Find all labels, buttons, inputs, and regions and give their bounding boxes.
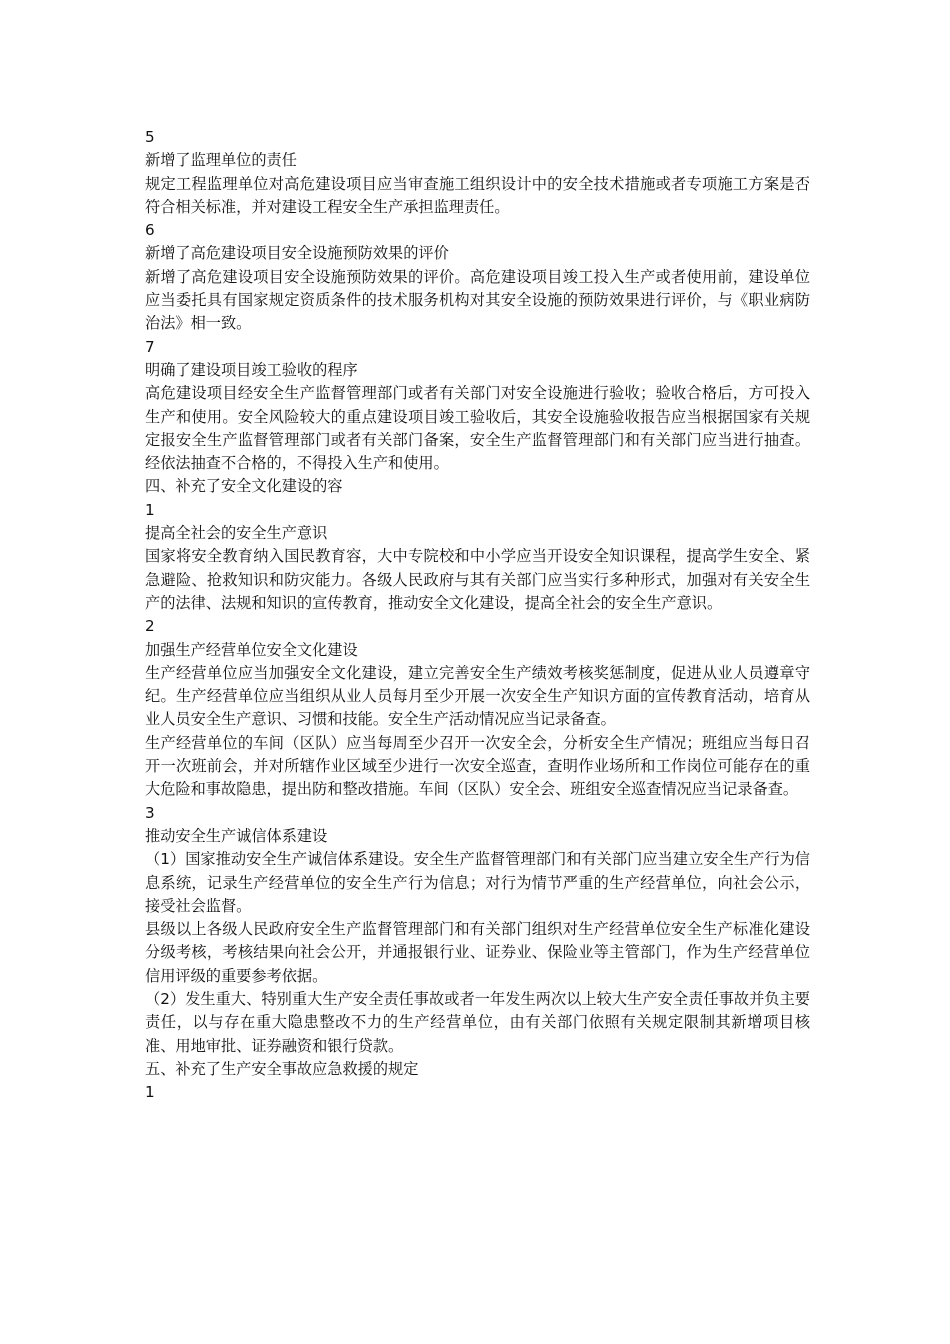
section-number: 3: [145, 803, 155, 822]
chapter-heading: 四、补充了安全文化建设的容: [145, 477, 343, 496]
paragraph: 生产经营单位应当加强安全文化建设，建立完善安全生产绩效考核奖惩制度，促进从业人员遵章守纪。生产经营单位应当组织从业人员每月至少开展一次安全生产知识方面的宣传教育活动，培育从业人员安全生产意识、习惯和技能。安全生产活动情况应当记录备查。: [145, 663, 810, 729]
section-number: 7: [145, 337, 155, 356]
section-heading: 新增了监理单位的责任: [145, 151, 297, 170]
section-number: 1: [145, 500, 155, 519]
paragraph: 新增了高危建设项目安全设施预防效果的评价。高危建设项目竣工投入生产或者使用前，建设单位应当委托具有国家规定资质条件的技术服务机构对其安全设施的预防效果进行评价，与《职业病防治法》相一致。: [145, 267, 810, 333]
paragraph: （2）发生重大、特别重大生产安全责任事故或者一年发生两次以上较大生产安全责任事故并负主要责任，以与存在重大隐患整改不力的生产经营单位，由有关部门依照有关规定限制其新增项目核准、用地审批、证券融资和银行贷款。: [145, 989, 810, 1055]
paragraph: 县级以上各级人民政府安全生产监督管理部门和有关部门组织对生产经营单位安全生产标准化建设分级考核，考核结果向社会公开，并通报银行业、证券业、保险业等主管部门，作为生产经营单位信用评级的重要参考依据。: [145, 920, 810, 985]
section-heading: 推动安全生产诚信体系建设: [145, 826, 328, 845]
paragraph: 国家将安全教育纳入国民教育容，大中专院校和中小学应当开设安全知识课程，提高学生安全、紧急避险、抢救知识和防灾能力。各级人民政府与其有关部门应当实行多种形式，加强对有关安全生产的法律、法规和知识的宣传教育，推动安全文化建设，提高全社会的安全生产意识。: [145, 547, 810, 612]
paragraph: （1）国家推动安全生产诚信体系建设。安全生产监督管理部门和有关部门应当建立安全生产行为信息系统，记录生产经营单位的安全生产行为信息；对行为情节严重的生产经营单位，向社会公示，接受社会监督。: [145, 850, 810, 915]
document-body: [145, 126, 810, 1104]
section-number: 6: [145, 221, 155, 240]
section-number: 2: [145, 617, 155, 636]
section-heading: 提高全社会的安全生产意识: [145, 524, 328, 543]
section-heading: 明确了建设项目竣工验收的程序: [145, 360, 358, 379]
section-heading: 新增了高危建设项目安全设施预防效果的评价: [145, 244, 449, 263]
section-number: 5: [145, 128, 155, 146]
paragraph: 高危建设项目经安全生产监督管理部门或者有关部门对安全设施进行验收；验收合格后，方可投入生产和使用。安全风险较大的重点建设项目竣工验收后，其安全设施验收报告应当根据国家有关规定报安全生产监督管理部门或者有关部门备案，安全生产监督管理部门和有关部门应当进行抽查。经依法抽查不合格的，不得投入生产和使用。: [145, 384, 810, 473]
paragraph: 生产经营单位的车间（区队）应当每周至少召开一次安全会，分析安全生产情况；班组应当每日召开一次班前会，并对所辖作业区域至少进行一次安全巡查，查明作业场所和工作岗位可能存在的重大危险和事故隐患，提出防和整改措施。车间（区队）安全会、班组安全巡查情况应当记录备查。: [145, 733, 810, 799]
section-number: 1: [145, 1083, 155, 1102]
chapter-heading: 五、补充了生产安全事故应急救援的规定: [145, 1059, 419, 1078]
section-heading: 加强生产经营单位安全文化建设: [145, 640, 358, 659]
paragraph: 规定工程监理单位对高危建设项目应当审查施工组织设计中的安全技术措施或者专项施工方案是否符合相关标准，并对建设工程安全生产承担监理责任。: [145, 174, 810, 216]
